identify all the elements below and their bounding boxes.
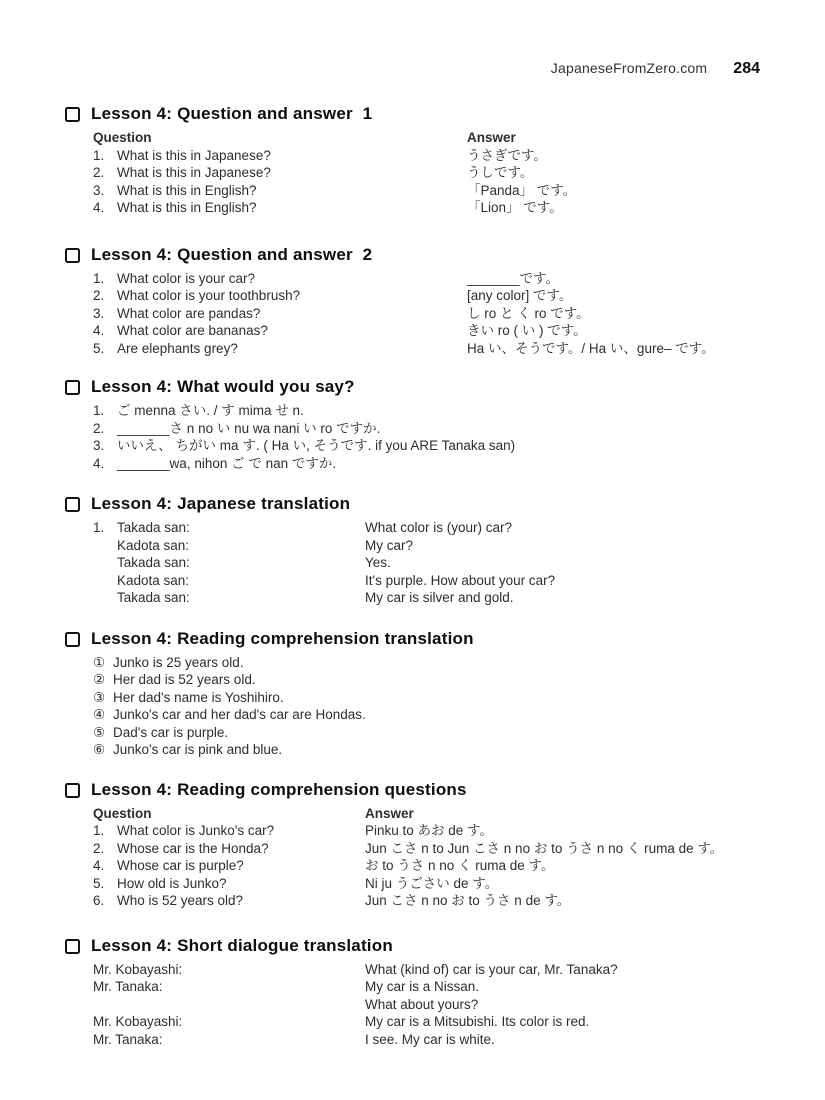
dialogue-line: I see. My car is white. (365, 1031, 495, 1047)
answer-text: _______です。 (467, 270, 559, 286)
item-number: 3. (93, 438, 105, 453)
dialogue-row (93, 537, 795, 555)
question-text: What is this in Japanese? (117, 147, 271, 163)
qa-table (93, 129, 795, 217)
dialogue-row (93, 554, 795, 572)
qa-row (93, 147, 795, 165)
question-text: Whose car is the Honda? (117, 840, 269, 856)
dialogue-table (93, 961, 795, 1049)
checkbox-icon (65, 107, 80, 122)
answer-text: Ni ju うごさい de す。 (365, 875, 499, 891)
qa-table (93, 270, 795, 358)
qa-row (93, 322, 795, 340)
dialogue-row (93, 961, 795, 979)
item-number: 1. (93, 403, 105, 418)
list-item (93, 455, 795, 473)
speaker-name: Mr. Tanaka: (93, 1031, 163, 1047)
question-text: What color are pandas? (117, 305, 261, 321)
column-headers (93, 805, 795, 823)
page-number: 284 (733, 60, 760, 77)
list-item (93, 671, 795, 689)
question-text: Are elephants grey? (117, 340, 238, 356)
item-text: Junko's car and her dad's car are Hondas. (113, 707, 366, 722)
answer-column-header: Answer (365, 805, 414, 821)
section-question-answer-1 (65, 104, 795, 217)
qa-row (93, 892, 795, 910)
item-number: 3. (93, 182, 105, 198)
dialogue-line: What color is (your) car? (365, 520, 513, 535)
answer-column-header: Answer (467, 130, 516, 145)
dialogue-line: What about yours? (365, 996, 479, 1012)
item-text: Her dad is 52 years old. (113, 672, 256, 687)
item-number: 4. (93, 200, 105, 215)
section-what-would-you-say (65, 377, 795, 472)
question-text: What color is your toothbrush? (117, 288, 301, 303)
section-title: Lesson 4: Question and answer 2 (91, 244, 373, 264)
item-number: 1. (93, 270, 105, 286)
list-item (93, 437, 795, 455)
section-heading (65, 494, 795, 514)
item-number (93, 589, 117, 607)
question-text: What color are bananas? (117, 323, 268, 338)
question-text: What is this in English? (117, 200, 257, 215)
qa-row (93, 875, 795, 893)
section-short-dialogue-translation (65, 936, 795, 1049)
answer-text: Pinku to あお de す。 (365, 823, 493, 838)
dialogue-line: It's purple. How about your car? (365, 572, 556, 588)
circled-number: ⑤ (93, 724, 106, 740)
circled-number: ⑥ (93, 742, 106, 757)
item-text: Junko's car is pink and blue. (113, 742, 283, 757)
dialogue-row (93, 572, 795, 590)
section-heading (65, 780, 795, 800)
dialogue-row (93, 1013, 795, 1031)
speaker-name: Kadota san: (117, 537, 190, 553)
qa-row (93, 340, 795, 358)
section-title: Lesson 4: Reading comprehension translation (91, 628, 474, 648)
qa-row (93, 164, 795, 182)
list-item (93, 654, 795, 672)
question-text: What color is Junko's car? (117, 823, 275, 838)
numbered-list (93, 402, 795, 472)
speaker-name: Kadota san: (117, 572, 190, 588)
qa-row (93, 840, 795, 858)
item-number: 1. (93, 147, 105, 163)
question-text: What is this in English? (117, 182, 257, 198)
list-item (93, 724, 795, 742)
speaker-name: Mr. Tanaka: (93, 979, 163, 994)
section-heading (65, 245, 795, 265)
item-number (93, 572, 117, 590)
checkbox-icon (65, 497, 80, 512)
answer-text: Jun こさ n no お to うさ n de す。 (365, 893, 571, 908)
list-item (93, 706, 795, 724)
circled-number: ① (93, 654, 106, 670)
qa-row (93, 822, 795, 840)
section-heading (65, 629, 795, 649)
item-text: Junko is 25 years old. (113, 654, 244, 670)
list-item (93, 689, 795, 707)
section-japanese-translation (65, 494, 795, 607)
qa-row (93, 270, 795, 288)
section-heading (65, 104, 795, 124)
item-text: _______wa, nihon ご で nan ですか. (117, 455, 337, 471)
section-title: Lesson 4: Short dialogue translation (91, 935, 393, 955)
speaker-name: Mr. Kobayashi: (93, 961, 183, 977)
site-name: JapaneseFromZero.com (550, 60, 708, 76)
section-heading (65, 377, 795, 397)
question-column-header: Question (93, 805, 152, 821)
circled-number: ③ (93, 689, 106, 705)
section-reading-comprehension-translation (65, 629, 795, 759)
item-text: いいえ、 ちがい ma す. ( Ha い, そうです. if you ARE Tanaka san) (117, 438, 516, 453)
answer-text: お to うさ n no く ruma de す。 (365, 858, 555, 873)
list-item (93, 402, 795, 420)
answer-text: 「Panda」 です。 (467, 182, 577, 198)
item-number: 4. (93, 323, 105, 338)
item-number: 2. (93, 840, 105, 856)
section-question-answer-2 (65, 245, 795, 358)
answer-text: Ha い、そうです。/ Ha い、gure– です。 (467, 340, 715, 356)
qa-row (93, 857, 795, 875)
dialogue-row (93, 519, 795, 537)
qa-row (93, 182, 795, 200)
dialogue-row (93, 978, 795, 996)
answer-text: うさぎです。 (467, 147, 547, 163)
list-item (93, 420, 795, 438)
speaker-name: Mr. Kobayashi: (93, 1014, 183, 1029)
checkbox-icon (65, 783, 80, 798)
dialogue-line: My car is a Mitsubishi. Its color is red. (365, 1014, 590, 1029)
section-heading (65, 936, 795, 956)
checkbox-icon (65, 632, 80, 647)
section-reading-comprehension-questions (65, 780, 795, 910)
item-number: 2. (93, 288, 105, 303)
item-number: 2. (93, 165, 105, 180)
question-text: Whose car is purple? (117, 858, 244, 873)
page-content (65, 104, 795, 1070)
dialogue-table (93, 519, 795, 607)
item-number: 3. (93, 305, 105, 321)
question-text: What is this in Japanese? (117, 165, 271, 180)
item-number: 6. (93, 893, 105, 908)
item-number: 4. (93, 858, 105, 873)
checkbox-icon (65, 380, 80, 395)
speaker-name: Takada san: (117, 590, 190, 605)
page-header (551, 60, 760, 78)
qa-row (93, 199, 795, 217)
speaker-name (93, 996, 365, 1014)
answer-text: きい ro ( い ) です。 (467, 323, 587, 338)
item-number (93, 537, 117, 555)
speaker-name: Takada san: (117, 520, 190, 535)
column-headers (93, 129, 795, 147)
question-column-header: Question (93, 130, 152, 145)
dialogue-line: Yes. (365, 555, 391, 570)
list-item (93, 741, 795, 759)
item-number: 1. (93, 520, 105, 535)
qa-row (93, 305, 795, 323)
section-title: Lesson 4: Reading comprehension questions (91, 779, 467, 799)
dialogue-row (93, 1031, 795, 1049)
item-number: 1. (93, 823, 105, 838)
answer-text: うしです。 (467, 165, 534, 180)
section-title: Lesson 4: Japanese translation (91, 494, 351, 513)
qa-table (93, 805, 795, 910)
question-text: What color is your car? (117, 270, 256, 286)
answer-text: 「Lion」 です。 (467, 200, 563, 215)
qa-row (93, 287, 795, 305)
question-text: How old is Junko? (117, 875, 227, 891)
circled-number: ② (93, 672, 106, 687)
section-title: Lesson 4: Question and answer 1 (91, 104, 373, 123)
item-text: _______さ n no い nu wa nani い ro ですか. (117, 420, 381, 436)
question-text: Who is 52 years old? (117, 893, 244, 908)
item-number: 5. (93, 875, 105, 891)
speaker-name: Takada san: (117, 555, 190, 570)
dialogue-line: What (kind of) car is your car, Mr. Tanaka? (365, 961, 618, 977)
dialogue-line: My car is a Nissan. (365, 979, 480, 994)
item-text: ご menna さい. / す mima せ n. (117, 403, 304, 418)
item-text: Her dad's name is Yoshihiro. (113, 689, 284, 705)
dialogue-line: My car? (365, 537, 414, 553)
circled-number: ④ (93, 707, 106, 722)
item-number: 5. (93, 340, 105, 356)
item-text: Dad's car is purple. (113, 724, 229, 740)
answer-text: [any color] です。 (467, 288, 573, 303)
dialogue-row (93, 589, 795, 607)
dialogue-row (93, 996, 795, 1014)
circled-number-list (93, 654, 795, 759)
dialogue-line: My car is silver and gold. (365, 590, 514, 605)
item-number (93, 554, 117, 572)
item-number: 4. (93, 455, 105, 471)
answer-text: し ro と く ro です。 (467, 305, 590, 321)
item-number: 2. (93, 420, 105, 436)
section-title: Lesson 4: What would you say? (91, 377, 355, 396)
checkbox-icon (65, 248, 80, 263)
answer-text: Jun こさ n to Jun こさ n no お to うさ n no く ruma de す。 (365, 840, 724, 856)
checkbox-icon (65, 939, 80, 954)
